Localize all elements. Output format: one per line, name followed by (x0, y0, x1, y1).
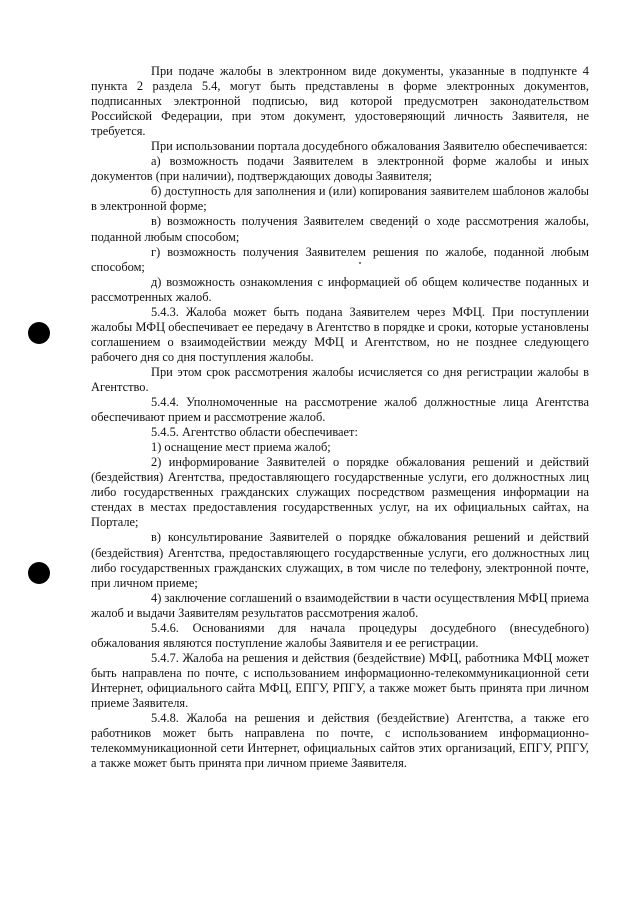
list-item-consulting: в) консультирование Заявителей о порядке обжалования решений и действий (бездействия) Агентства, предоставляющего государственные услуги, его должностных лиц либо государственных гражданских служащих, в том числе по телефону, электронной почте, при личном приеме; (91, 530, 589, 590)
list-item-g: г) возможность получения Заявителем решения по жалобе, поданной любым способом; (91, 244, 589, 274)
list-item-b: б) доступность для заполнения и (или) копирования заявителем шаблонов жалобы в электронной форме; (91, 184, 589, 214)
list-item-d: д) возможность ознакомления с информацией об общем количестве поданных и рассмотренных жалоб. (91, 274, 589, 304)
paragraph-5-4-8: 5.4.8. Жалоба на решения и действия (бездействие) Агентства, а также его работников может быть направлена по почте, с использованием информационно-телекоммуникационной сети Интернет, официальных сайтов этих организаций, ЕПГУ, РПГУ, а также может быть принята при личном приеме Заявителя. (91, 711, 589, 771)
paragraph-5-4-4: 5.4.4. Уполномоченные на рассмотрение жалоб должностные лица Агентства обеспечивают прием и рассмотрение жалоб. (91, 395, 589, 425)
paragraph-review-term: При этом срок рассмотрения жалобы исчисляется со дня регистрации жалобы в Агентство. (91, 364, 589, 394)
paragraph-electronic-submission: При подаче жалобы в электронном виде документы, указанные в подпункте 4 пункта 2 раздела 5.4, могут быть представлены в форме электронных документов, подписанных электронной подписью, вид которой предусмотрен законодательством Российской Федерации, при этом документ, удостоверяющий личность Заявителя, не требуется. (91, 64, 589, 139)
paragraph-5-4-5: 5.4.5. Агентство области обеспечивает: (151, 425, 358, 440)
document-page (91, 64, 589, 771)
list-item-v: в) возможность получения Заявителем сведений о ходе рассмотрения жалобы, поданной любым способом; (91, 214, 589, 244)
paragraph-5-4-7: 5.4.7. Жалоба на решения и действия (бездействие) МФЦ, работника МФЦ может быть направлена по почте, с использованием информационно-телекоммуникационной сети Интернет, официального сайта МФЦ, ЕПГУ, РПГУ, а также может быть принята при личном приеме Заявителя. (91, 650, 589, 710)
list-item-1: 1) оснащение мест приема жалоб; (151, 440, 331, 455)
list-item-a: а) возможность подачи Заявителем в электронной форме жалобы и иных документов (при наличии), подтверждающих доводы Заявителя; (91, 154, 589, 184)
punch-hole-bottom (28, 562, 50, 584)
paragraph-5-4-3: 5.4.3. Жалоба может быть подана Заявителем через МФЦ. При поступлении жалобы МФЦ обеспечивает ее передачу в Агентство в порядке и сроки, которые установлены соглашением о взаимодействии между МФЦ и Агентством, но не позднее следующего рабочего дня со дня поступления жалобы. (91, 304, 589, 364)
list-item-2: 2) информирование Заявителей о порядке обжалования решений и действий (бездействия) Агентства, предоставляющего государственные услуги, его должностных лиц либо государственных гражданских служащих посредством размещения информации на стендах в местах предоставления государственных услуг, на их официальных сайтах, на Портале; (91, 455, 589, 530)
paragraph-portal-usage: При использовании портала досудебного обжалования Заявителю обеспечивается: (151, 139, 588, 154)
punch-hole-top (28, 322, 50, 344)
paragraph-5-4-6: 5.4.6. Основаниями для начала процедуры досудебного (внесудебного) обжалования являются поступление жалобы Заявителя и ее регистрации. (91, 620, 589, 650)
list-item-4: 4) заключение соглашений о взаимодействии в части осуществления МФЦ приема жалоб и выдачи Заявителям результатов рассмотрения жалоб. (91, 590, 589, 620)
